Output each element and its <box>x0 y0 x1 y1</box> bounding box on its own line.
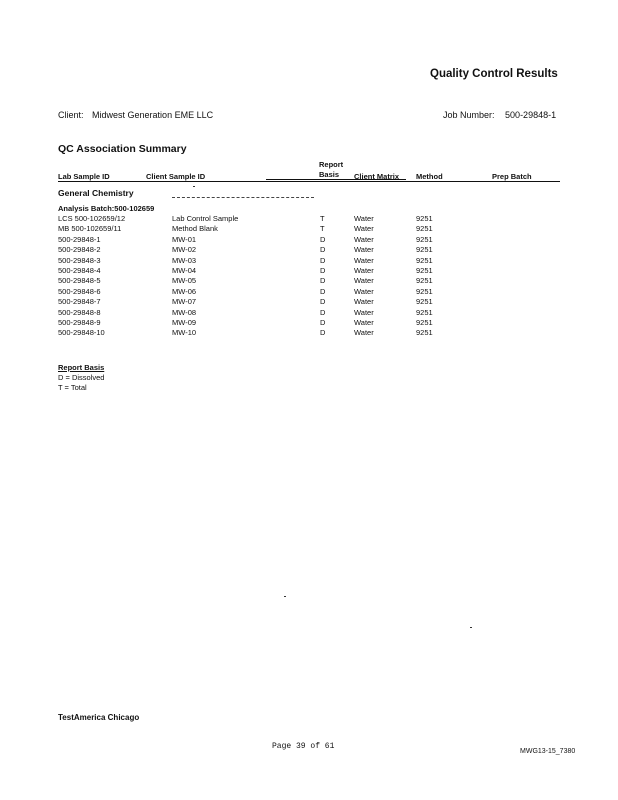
legend-title: Report Basis <box>58 363 105 372</box>
cell-method: 9251 <box>416 297 433 307</box>
cell-lab-sample-id: LCS 500-102659/12 <box>58 214 126 223</box>
cell-method: 9251 <box>416 214 433 223</box>
cell-client-matrix: Water <box>354 307 374 317</box>
cell-client-matrix: Water <box>354 328 374 338</box>
col-header-client-matrix: Client Matrix <box>354 172 400 181</box>
cell-client-matrix: Water <box>354 255 374 265</box>
job-number-label: Job Number: <box>443 110 495 120</box>
scan-speck <box>470 627 472 628</box>
col-header-lab-sample-id: Lab Sample ID <box>58 172 110 181</box>
legend-item-dissolved: D = Dissolved <box>58 373 105 382</box>
cell-method: 9251 <box>416 224 433 234</box>
table-row <box>0 256 618 266</box>
cell-report-basis: D <box>320 265 326 275</box>
table-row <box>0 308 618 318</box>
col-header-report-basis-line1: Report <box>319 160 344 169</box>
cell-lab-sample-id: 500-29848-3 <box>58 255 101 265</box>
cell-report-basis: T <box>320 224 325 234</box>
cell-client-sample-id: MW-04 <box>172 265 197 275</box>
client-label: Client: <box>58 110 84 120</box>
group-dashed-rule <box>172 197 314 198</box>
cell-lab-sample-id: 500-29848-9 <box>58 317 101 327</box>
cell-method: 9251 <box>416 245 433 255</box>
job-number-value: 500-29848-1 <box>505 110 557 120</box>
table-row <box>0 328 618 338</box>
cell-client-matrix: Water <box>354 265 374 275</box>
cell-lab-sample-id: MB 500-102659/11 <box>58 224 122 234</box>
cell-client-sample-id: MW-06 <box>172 286 197 296</box>
cell-report-basis: D <box>320 276 326 286</box>
cell-method: 9251 <box>416 276 433 286</box>
group-title: General Chemistry <box>58 188 134 198</box>
cell-report-basis: D <box>320 286 326 296</box>
header-rule-thin <box>266 179 406 180</box>
document-id: MWG13-15_7380 <box>520 748 576 755</box>
cell-lab-sample-id: 500-29848-7 <box>58 297 101 307</box>
scan-speck <box>193 186 195 187</box>
table-row <box>0 297 618 307</box>
cell-method: 9251 <box>416 286 433 296</box>
job-number-line <box>443 110 556 120</box>
qc-table-body <box>0 214 618 339</box>
cell-report-basis: D <box>320 255 326 265</box>
cell-client-sample-id: MW-02 <box>172 245 197 255</box>
table-row <box>0 318 618 328</box>
cell-report-basis: D <box>320 328 326 338</box>
client-line <box>58 110 213 120</box>
table-row <box>0 266 618 276</box>
cell-lab-sample-id: 500-29848-5 <box>58 276 101 286</box>
cell-client-matrix: Water <box>354 317 374 327</box>
cell-report-basis: D <box>320 297 326 307</box>
cell-method: 9251 <box>416 317 433 327</box>
table-row <box>0 287 618 297</box>
cell-report-basis: D <box>320 317 326 327</box>
table-row <box>0 235 618 245</box>
legend-item-total: T = Total <box>58 383 87 392</box>
analysis-batch-title: Analysis Batch:500-102659 <box>58 204 155 213</box>
cell-lab-sample-id: 500-29848-10 <box>58 328 105 338</box>
cell-report-basis: D <box>320 245 326 255</box>
cell-client-sample-id: Lab Control Sample <box>172 214 239 223</box>
col-header-report-basis-line2: Basis <box>319 170 340 179</box>
cell-client-matrix: Water <box>354 245 374 255</box>
header-rule <box>58 181 560 182</box>
cell-client-sample-id: MW-10 <box>172 328 197 338</box>
page-title: Quality Control Results <box>430 68 558 80</box>
cell-report-basis: D <box>320 234 326 244</box>
cell-client-sample-id: MW-09 <box>172 317 197 327</box>
cell-lab-sample-id: 500-29848-4 <box>58 265 101 275</box>
cell-client-matrix: Water <box>354 297 374 307</box>
cell-method: 9251 <box>416 255 433 265</box>
section-title: QC Association Summary <box>58 143 187 155</box>
cell-client-matrix: Water <box>354 286 374 296</box>
cell-client-sample-id: MW-07 <box>172 297 197 307</box>
cell-method: 9251 <box>416 265 433 275</box>
cell-lab-sample-id: 500-29848-6 <box>58 286 101 296</box>
footer-lab-name: TestAmerica Chicago <box>58 713 140 722</box>
table-row <box>0 276 618 286</box>
cell-client-sample-id: Method Blank <box>172 224 218 234</box>
cell-method: 9251 <box>416 307 433 317</box>
cell-lab-sample-id: 500-29848-1 <box>58 234 101 244</box>
col-header-prep-batch: Prep Batch <box>492 172 532 181</box>
cell-client-sample-id: MW-01 <box>172 234 197 244</box>
client-value: Midwest Generation EME LLC <box>92 110 214 120</box>
cell-method: 9251 <box>416 234 433 244</box>
col-header-client-sample-id: Client Sample ID <box>146 172 206 181</box>
cell-lab-sample-id: 500-29848-8 <box>58 307 101 317</box>
cell-client-matrix: Water <box>354 224 374 234</box>
cell-report-basis: T <box>320 214 325 223</box>
cell-client-sample-id: MW-08 <box>172 307 197 317</box>
cell-client-sample-id: MW-05 <box>172 276 197 286</box>
page-number: Page 39 of 61 <box>272 742 335 751</box>
cell-client-matrix: Water <box>354 214 374 223</box>
table-row <box>0 214 618 224</box>
cell-method: 9251 <box>416 328 433 338</box>
cell-client-matrix: Water <box>354 234 374 244</box>
table-row <box>0 224 618 234</box>
cell-client-matrix: Water <box>354 276 374 286</box>
cell-lab-sample-id: 500-29848-2 <box>58 245 101 255</box>
table-row <box>0 245 618 255</box>
cell-client-sample-id: MW-03 <box>172 255 197 265</box>
cell-report-basis: D <box>320 307 326 317</box>
col-header-method: Method <box>416 172 443 181</box>
scan-speck <box>284 596 286 597</box>
